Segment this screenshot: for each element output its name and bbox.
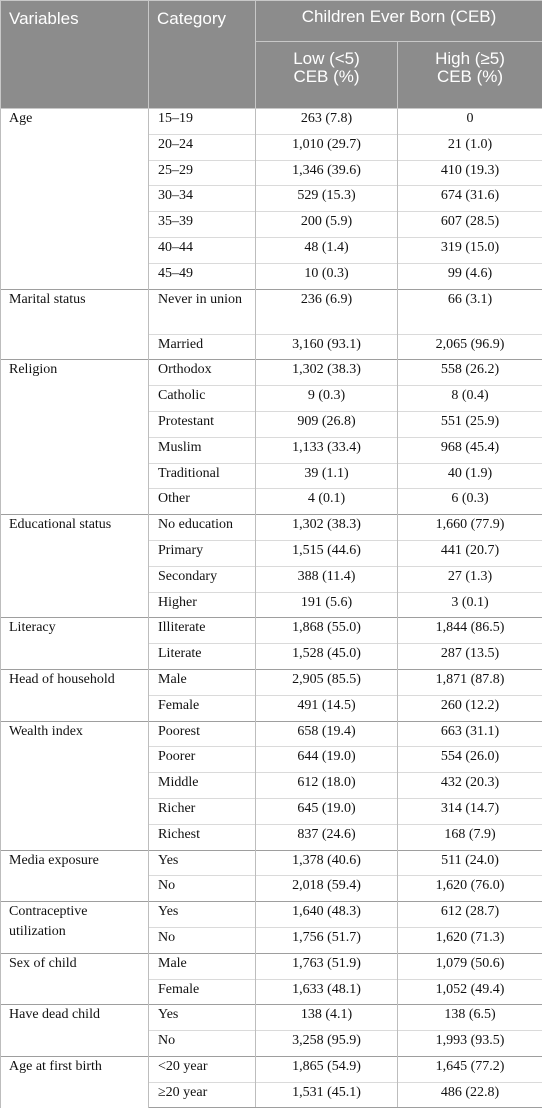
header-high-ceb (398, 42, 542, 109)
category-cell: Married (149, 334, 256, 360)
high-ceb-cell: 674 (31.6) (398, 186, 542, 212)
table-row (1, 1056, 542, 1082)
category-cell: Richest (149, 824, 256, 850)
high-ceb-cell: 6 (0.3) (398, 489, 542, 515)
table-row (1, 669, 542, 695)
high-ceb-cell: 1,645 (77.2) (398, 1056, 542, 1082)
table-row (1, 618, 542, 644)
low-ceb-cell: 658 (19.4) (256, 721, 398, 747)
high-ceb-cell: 319 (15.0) (398, 237, 542, 263)
low-ceb-cell: 1,010 (29.7) (256, 134, 398, 160)
low-ceb-cell: 1,528 (45.0) (256, 644, 398, 670)
header-low-ceb (256, 42, 398, 109)
low-ceb-cell: 3,258 (95.9) (256, 1031, 398, 1057)
high-ceb-cell: 551 (25.9) (398, 411, 542, 437)
header-low-line1: Low (<5) (260, 50, 393, 68)
category-cell: ≥20 year (149, 1082, 256, 1108)
category-cell: Yes (149, 902, 256, 928)
high-ceb-cell: 410 (19.3) (398, 160, 542, 186)
category-cell: Secondary (149, 566, 256, 592)
high-ceb-cell: 1,660 (77.9) (398, 515, 542, 541)
high-ceb-cell: 1,871 (87.8) (398, 669, 542, 695)
high-ceb-cell: 21 (1.0) (398, 134, 542, 160)
low-ceb-cell: 1,378 (40.6) (256, 850, 398, 876)
low-ceb-cell: 200 (5.9) (256, 212, 398, 238)
low-ceb-cell: 645 (19.0) (256, 798, 398, 824)
category-cell: Poorest (149, 721, 256, 747)
high-ceb-cell: 1,620 (71.3) (398, 927, 542, 953)
high-ceb-cell: 168 (7.9) (398, 824, 542, 850)
table-row (1, 953, 542, 979)
category-cell: Richer (149, 798, 256, 824)
header-variables: Variables (1, 1, 149, 109)
low-ceb-cell: 10 (0.3) (256, 263, 398, 289)
high-ceb-cell: 1,052 (49.4) (398, 979, 542, 1005)
table-row (1, 902, 542, 928)
high-ceb-cell: 558 (26.2) (398, 360, 542, 386)
low-ceb-cell: 1,756 (51.7) (256, 927, 398, 953)
category-cell: Middle (149, 773, 256, 799)
low-ceb-cell: 909 (26.8) (256, 411, 398, 437)
low-ceb-cell: 1,302 (38.3) (256, 515, 398, 541)
low-ceb-cell: 236 (6.9) (256, 289, 398, 334)
category-cell: 25–29 (149, 160, 256, 186)
low-ceb-cell: 388 (11.4) (256, 566, 398, 592)
low-ceb-cell: 48 (1.4) (256, 237, 398, 263)
category-cell: Yes (149, 850, 256, 876)
low-ceb-cell: 9 (0.3) (256, 386, 398, 412)
high-ceb-cell: 8 (0.4) (398, 386, 542, 412)
high-ceb-cell: 511 (24.0) (398, 850, 542, 876)
high-ceb-cell: 314 (14.7) (398, 798, 542, 824)
table-row (1, 515, 542, 541)
low-ceb-cell: 837 (24.6) (256, 824, 398, 850)
high-ceb-cell: 260 (12.2) (398, 695, 542, 721)
low-ceb-cell: 1,868 (55.0) (256, 618, 398, 644)
low-ceb-cell: 1,640 (48.3) (256, 902, 398, 928)
low-ceb-cell: 39 (1.1) (256, 463, 398, 489)
category-cell: Catholic (149, 386, 256, 412)
category-cell: Primary (149, 540, 256, 566)
low-ceb-cell: 1,531 (45.1) (256, 1082, 398, 1108)
category-cell: Traditional (149, 463, 256, 489)
low-ceb-cell: 1,633 (48.1) (256, 979, 398, 1005)
category-cell: Yes (149, 1005, 256, 1031)
category-cell: Female (149, 979, 256, 1005)
category-cell: Other (149, 489, 256, 515)
high-ceb-cell: 2,065 (96.9) (398, 334, 542, 360)
header-low-line2: CEB (%) (260, 68, 393, 86)
header-category: Category (149, 1, 256, 109)
high-ceb-cell: 663 (31.1) (398, 721, 542, 747)
variable-cell: Age (1, 109, 149, 290)
category-cell: Never in union (149, 289, 256, 334)
variable-cell: Marital status (1, 289, 149, 360)
category-cell: 45–49 (149, 263, 256, 289)
low-ceb-cell: 529 (15.3) (256, 186, 398, 212)
low-ceb-cell: 1,346 (39.6) (256, 160, 398, 186)
category-cell: 35–39 (149, 212, 256, 238)
category-cell: Literate (149, 644, 256, 670)
table-row (1, 721, 542, 747)
high-ceb-cell: 287 (13.5) (398, 644, 542, 670)
variable-cell: Wealth index (1, 721, 149, 850)
low-ceb-cell: 1,763 (51.9) (256, 953, 398, 979)
high-ceb-cell: 66 (3.1) (398, 289, 542, 334)
category-cell: Male (149, 669, 256, 695)
low-ceb-cell: 644 (19.0) (256, 747, 398, 773)
category-cell: 15–19 (149, 109, 256, 135)
category-cell: Poorer (149, 747, 256, 773)
table-row (1, 360, 542, 386)
low-ceb-cell: 263 (7.8) (256, 109, 398, 135)
variable-cell: Have dead child (1, 1005, 149, 1057)
high-ceb-cell: 612 (28.7) (398, 902, 542, 928)
table-body (1, 109, 542, 1108)
table-header (1, 1, 542, 109)
variable-cell: Media exposure (1, 850, 149, 902)
low-ceb-cell: 138 (4.1) (256, 1005, 398, 1031)
low-ceb-cell: 612 (18.0) (256, 773, 398, 799)
category-cell: Female (149, 695, 256, 721)
high-ceb-cell: 607 (28.5) (398, 212, 542, 238)
high-ceb-cell: 99 (4.6) (398, 263, 542, 289)
low-ceb-cell: 1,133 (33.4) (256, 437, 398, 463)
table-row (1, 850, 542, 876)
variable-cell: Age at first birth (1, 1056, 149, 1108)
high-ceb-cell: 1,993 (93.5) (398, 1031, 542, 1057)
category-cell: 30–34 (149, 186, 256, 212)
category-cell: <20 year (149, 1056, 256, 1082)
high-ceb-cell: 1,844 (86.5) (398, 618, 542, 644)
high-ceb-cell: 3 (0.1) (398, 592, 542, 618)
variable-cell: Religion (1, 360, 149, 515)
table-row (1, 1005, 542, 1031)
table-row (1, 289, 542, 334)
high-ceb-cell: 486 (22.8) (398, 1082, 542, 1108)
low-ceb-cell: 1,515 (44.6) (256, 540, 398, 566)
low-ceb-cell: 2,018 (59.4) (256, 876, 398, 902)
low-ceb-cell: 1,865 (54.9) (256, 1056, 398, 1082)
high-ceb-cell: 27 (1.3) (398, 566, 542, 592)
category-cell: No (149, 876, 256, 902)
high-ceb-cell: 1,620 (76.0) (398, 876, 542, 902)
variable-cell: Sex of child (1, 953, 149, 1005)
category-cell: 40–44 (149, 237, 256, 263)
high-ceb-cell: 40 (1.9) (398, 463, 542, 489)
header-children-ever-born: Children Ever Born (CEB) (256, 1, 542, 42)
variable-cell: Literacy (1, 618, 149, 670)
low-ceb-cell: 4 (0.1) (256, 489, 398, 515)
category-cell: Orthodox (149, 360, 256, 386)
high-ceb-cell: 1,079 (50.6) (398, 953, 542, 979)
category-cell: Male (149, 953, 256, 979)
header-high-line1: High (≥5) (402, 50, 538, 68)
low-ceb-cell: 1,302 (38.3) (256, 360, 398, 386)
high-ceb-cell: 441 (20.7) (398, 540, 542, 566)
low-ceb-cell: 191 (5.6) (256, 592, 398, 618)
high-ceb-cell: 432 (20.3) (398, 773, 542, 799)
low-ceb-cell: 491 (14.5) (256, 695, 398, 721)
category-cell: No (149, 927, 256, 953)
high-ceb-cell: 554 (26.0) (398, 747, 542, 773)
high-ceb-cell: 138 (6.5) (398, 1005, 542, 1031)
category-cell: No education (149, 515, 256, 541)
high-ceb-cell: 0 (398, 109, 542, 135)
variable-cell: Head of household (1, 669, 149, 721)
category-cell: No (149, 1031, 256, 1057)
category-cell: Muslim (149, 437, 256, 463)
category-cell: Higher (149, 592, 256, 618)
category-cell: Protestant (149, 411, 256, 437)
table-row (1, 109, 542, 135)
low-ceb-cell: 3,160 (93.1) (256, 334, 398, 360)
category-cell: 20–24 (149, 134, 256, 160)
high-ceb-cell: 968 (45.4) (398, 437, 542, 463)
variable-cell: Educational status (1, 515, 149, 618)
header-high-line2: CEB (%) (402, 68, 538, 86)
variable-cell: Contraceptive utilization (1, 902, 149, 954)
category-cell: Illiterate (149, 618, 256, 644)
low-ceb-cell: 2,905 (85.5) (256, 669, 398, 695)
